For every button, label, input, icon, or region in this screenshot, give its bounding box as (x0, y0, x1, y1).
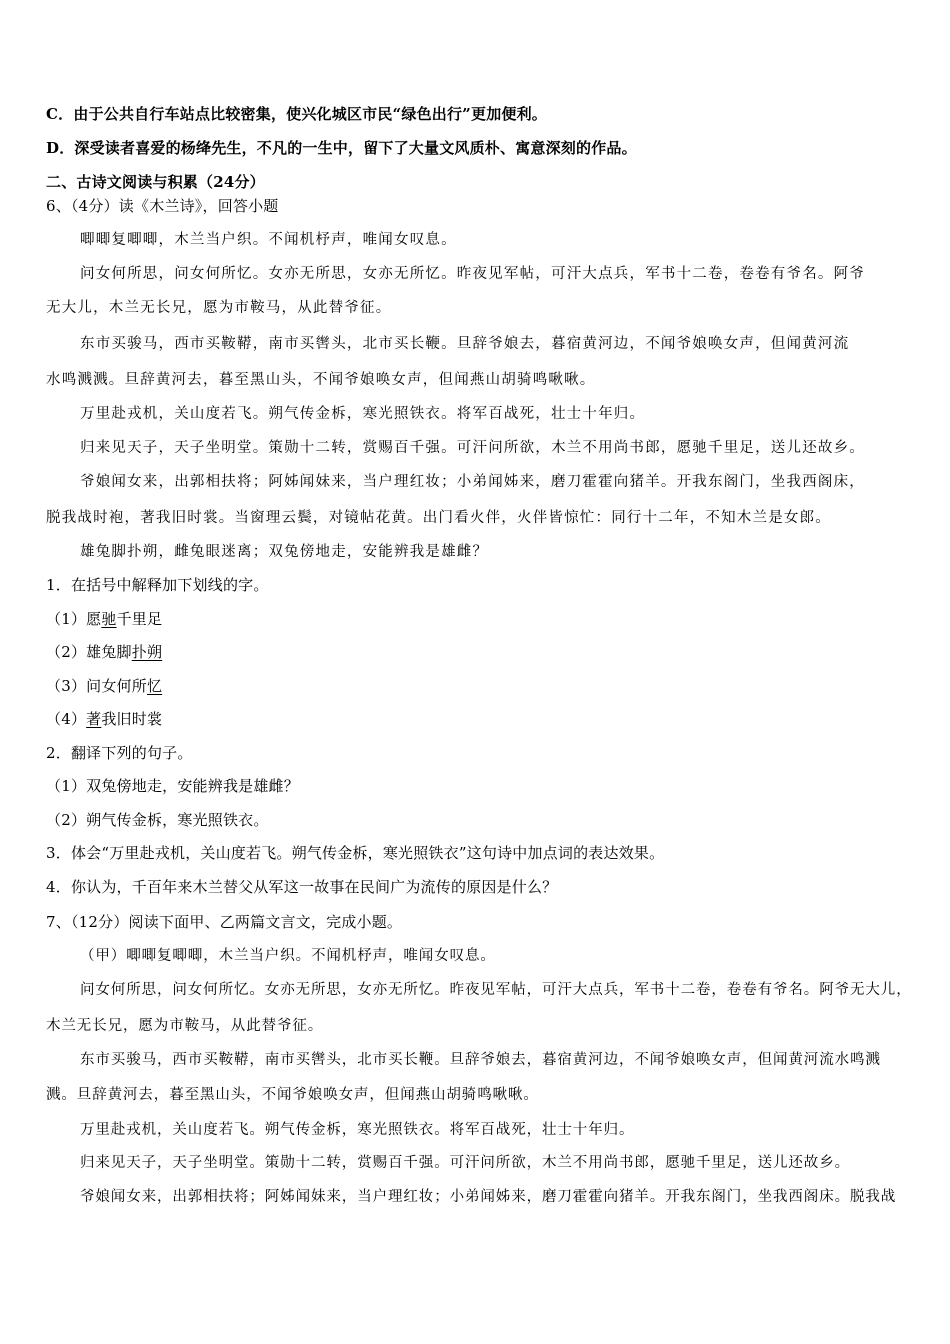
poem-line: 雄兔脚扑朔，雌兔眼迷离；双兔傍地走，安能辨我是雄雌？ (80, 544, 489, 560)
option-c: C．由于公共自行车站点比较密集，使兴化城区市民“绿色出行”更加便利。 (46, 105, 547, 123)
poem-line: 东市买骏马，西市买鞍鞯，南市买辔头，北市买长鞭。旦辞爷娘去，暮宿黄河边，不闻爷娘唤女声，但闻黄河流 (80, 336, 850, 352)
sub-question-3: 3．体会“万里赴戎机，关山度若飞。朔气传金柝，寒光照铁衣”这句诗中加点词的表达效果。 (46, 844, 665, 862)
underlined-word: 驰 (101, 610, 117, 628)
text-line: 万里赴戎机，关山度若飞。朔气传金柝，寒光照铁衣。将军百战死，壮士十年归。 (80, 1122, 635, 1138)
text-line: 归来见天子，天子坐明堂。策勋十二转，赏赐百千强。可汗问所欲，木兰不用尚书郎，愿驰千里足，送儿还故乡。 (80, 1155, 850, 1171)
sub-question-4: 4．你认为，千百年来木兰替父从军这一故事在民间广为流传的原因是什么？ (46, 878, 558, 896)
poem-line: 水鸣溅溅。旦辞黄河去，暮至黑山头，不闻爷娘唤女声，但闻燕山胡骑鸣啾啾。 (46, 372, 596, 388)
sub-question-item: （2）朔气传金柝，寒光照铁衣。 (46, 811, 269, 829)
poem-line: 归来见天子，天子坐明堂。策勋十二转，赏赐百千强。可汗问所欲，木兰不用尚书郎，愿驰千里足，送儿还故乡。 (80, 440, 865, 456)
sub-question-item: （4）著我旧时裳 (46, 710, 163, 728)
poem-line: 问女何所思，问女何所忆。女亦无所思，女亦无所忆。昨夜见军帖，可汗大点兵，军书十二卷，卷卷有爷名。阿爷 (80, 266, 865, 282)
sub-question-item: （1）愿驰千里足 (46, 610, 163, 628)
text-line: 溅。旦辞黄河去，暮至黑山头，不闻爷娘唤女声，但闻燕山胡骑鸣啾啾。 (46, 1087, 539, 1103)
text-line: （甲）唧唧复唧唧，木兰当户织。不闻机杼声，唯闻女叹息。 (80, 948, 496, 964)
sub-question-item: （1）双兔傍地走，安能辨我是雄雌？ (46, 777, 299, 795)
sub-question-2-stem: 2．翻译下列的句子。 (46, 744, 193, 762)
text-line: 东市买骏马，西市买鞍鞯，南市买辔头，北市买长鞭。旦辞爷娘去，暮宿黄河边，不闻爷娘唤女声，但闻黄河流水鸣溅 (80, 1052, 881, 1068)
underlined-word: 著 (86, 710, 102, 728)
poem-line: 爷娘闻女来，出郭相扶将；阿姊闻妹来，当户理红妆；小弟闻姊来，磨刀霍霍向猪羊。开我东阁门，坐我西阁床， (80, 474, 865, 490)
text-line: 问女何所思，问女何所忆。女亦无所思，女亦无所忆。昨夜见军帖，可汗大点兵，军书十二卷，卷卷有爷名。阿爷无大儿， (80, 982, 912, 998)
sub-question-item: （3）问女何所忆 (46, 677, 163, 695)
poem-line: 脱我战时袍，著我旧时裳。当窗理云鬓，对镜帖花黄。出门看火伴，火伴皆惊忙：同行十二年，不知木兰是女郎。 (46, 510, 831, 526)
question-6-heading: 6、（4分）读《木兰诗》，回答小题 (46, 197, 279, 215)
text-line: 爷娘闻女来，出郭相扶将；阿姊闻妹来，当户理红妆；小弟闻姊来，磨刀霍霍向猪羊。开我东阁门，坐我西阁床。脱我战 (80, 1189, 897, 1205)
underlined-word: 扑朔 (131, 643, 163, 661)
section-title: 二、古诗文阅读与积累（24分） (46, 173, 265, 191)
option-d: D．深受读者喜爱的杨绛先生，不凡的一生中，留下了大量文风质朴、寓意深刻的作品。 (46, 139, 637, 157)
text-line: 木兰无长兄，愿为市鞍马，从此替爷征。 (46, 1018, 324, 1034)
underlined-word: 忆 (146, 677, 163, 695)
sub-question-1-stem: 1．在括号中解释加下划线的字。 (46, 576, 269, 594)
poem-line: 唧唧复唧唧，木兰当户织。不闻机杼声，唯闻女叹息。 (80, 232, 457, 248)
poem-line: 万里赴戎机，关山度若飞。朔气传金柝，寒光照铁衣。将军百战死，壮士十年归。 (80, 406, 646, 422)
poem-line: 无大儿，木兰无长兄，愿为市鞍马，从此替爷征。 (46, 300, 392, 316)
sub-question-item: （2）雄兔脚扑朔 (46, 643, 163, 661)
question-7-heading: 7、（12分）阅读下面甲、乙两篇文言文，完成小题。 (46, 913, 403, 931)
